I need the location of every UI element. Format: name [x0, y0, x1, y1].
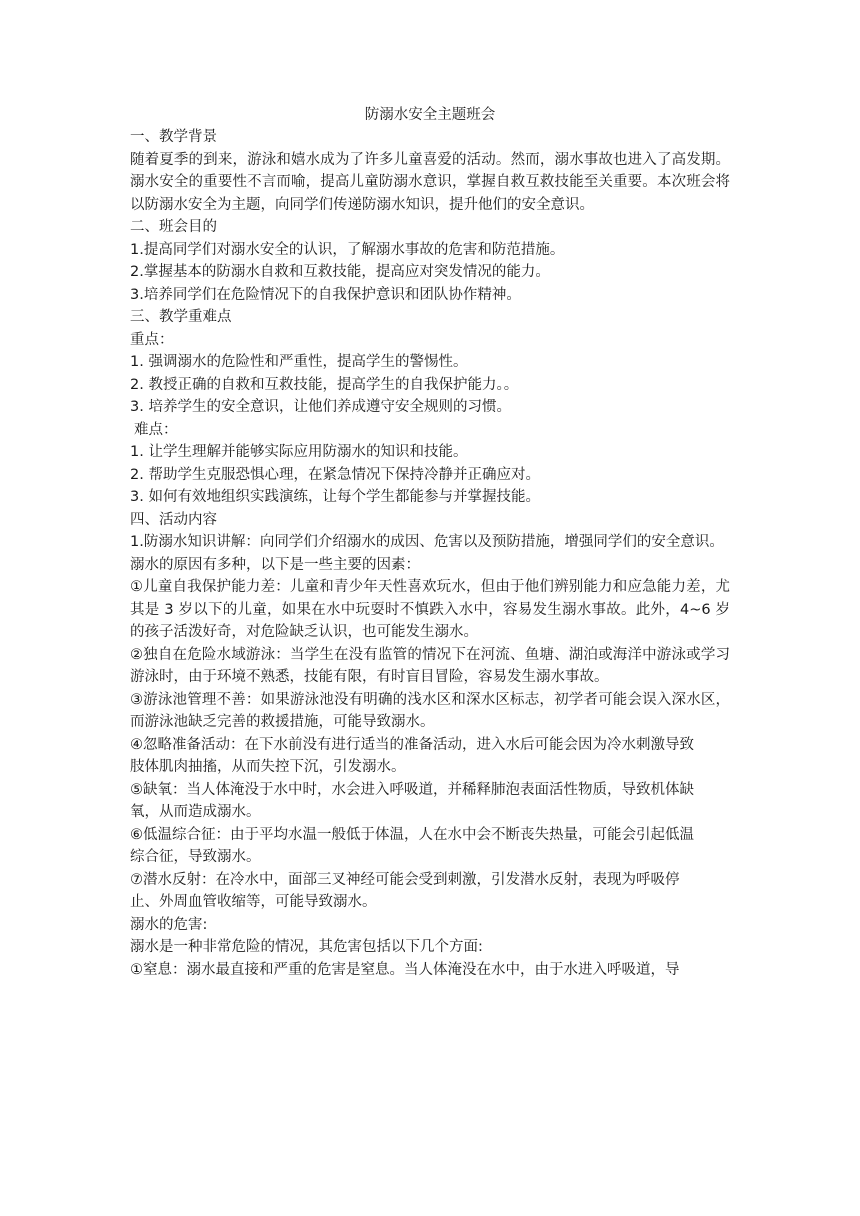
body-paragraph: 随着夏季的到来，游泳和嬉水成为了许多儿童喜爱的活动。然而，溺水事故也进入了高发期。溺水安全的重要性不言而喻，提高儿童防溺水意识，掌握自救互救技能至关重要。本次班会将以防溺水安全为主题，向同学们传递防溺水知识，提升他们的安全意识。 [130, 151, 730, 213]
body-paragraph: ⑦潜水反射：在冷水中，面部三叉神经可能会受到刺激，引发潜水反射，表现为呼吸停 [130, 871, 680, 888]
body-line: 综合征，导致溺水。 [130, 849, 261, 865]
body-line: 溺水是一种非常危险的情况，其危害包括以下几个方面: [130, 939, 483, 955]
body-line: 三、教学重难点 [130, 309, 232, 325]
body-line: 二、班会目的 [130, 219, 217, 235]
body-line: 1. 让学生理解并能够实际应用防溺水的知识和技能。 [130, 444, 468, 460]
body-line: 3.培养同学们在危险情况下的自我保护意识和团队协作精神。 [130, 286, 521, 303]
body-line: 1.提高同学们对溺水安全的认识，了解溺水事故的危害和防范措施。 [130, 241, 565, 258]
body-line: 2.掌握基本的防溺水自救和互救技能，提高应对突发情况的能力。 [130, 264, 550, 280]
body-line: 3. 培养学生的安全意识，让他们养成遵守安全规则的习惯。 [130, 399, 511, 415]
body-line: 一、教学背景 [130, 129, 217, 145]
body-line: 难点： [134, 421, 178, 438]
document-title: 防溺水安全主题班会 [364, 107, 496, 123]
body-paragraph: ⑥低温综合征：由于平均水温一般低于体温，人在水中会不断丧失热量，可能会引起低温 [130, 826, 694, 843]
document-page [130, 104, 730, 981]
body-paragraph: ①窒息：溺水最直接和严重的危害是窒息。当人体淹没在水中，由于水进入呼吸道，导 [130, 961, 680, 978]
body-line: 2. 教授正确的自救和互救技能，提高学生的自我保护能力。。 [130, 376, 519, 393]
body-line: 肢体肌肉抽搐，从而失控下沉，引发溺水。 [130, 759, 406, 775]
body-paragraph: ①儿童自我保护能力差：儿童和青少年天性喜欢玩水，但由于他们辨别能力和应急能力差，尤其是 3 岁以下的儿童，如果在水中玩耍时不慎跌入水中，容易发生溺水事故。此外，4~6 岁的孩子活泼好奇，对危险缺乏认识，也可能发生溺水。 [130, 579, 730, 640]
body-line: 氧，从而造成溺水。 [130, 804, 261, 820]
body-line: 2. 帮助学生克服恐惧心理，在紧急情况下保持冷静并正确应对。 [130, 466, 540, 483]
body-line: 溺水的危害: [130, 916, 208, 933]
body-line: 3. 如何有效地组织实践演练，让每个学生都能参与并掌握技能。 [130, 489, 540, 505]
body-line: 1. 强调溺水的危险性和严重性，提高学生的警惕性。 [130, 354, 468, 370]
body-line: 止、外周血管收缩等，可能导致溺水。 [130, 894, 377, 910]
body-line: 四、活动内容 [130, 511, 217, 528]
body-paragraph: 1.防溺水知识讲解：向同学们介绍溺水的成因、危害以及预防措施，增强同学们的安全意识。 [130, 534, 724, 550]
body-line: 溺水的原因有多种，以下是一些主要的因素： [130, 556, 420, 573]
body-paragraph: ⑤缺氧：当人体淹没于水中时，水会进入呼吸道，并稀释肺泡表面活性物质，导致机体缺 [130, 781, 694, 798]
body-line: 重点： [130, 331, 174, 348]
body-paragraph: ④忽略准备活动：在下水前没有进行适当的准备活动，进入水后可能会因为冷水刺激导致 [130, 736, 694, 753]
document-body [130, 126, 730, 981]
body-paragraph: ③游泳池管理不善：如果游泳池没有明确的浅水区和深水区标志，初学者可能会误入深水区，而游泳池缺乏完善的救援措施，可能导致溺水。 [130, 691, 730, 730]
body-paragraph: ②独自在危险水域游泳：当学生在没有监管的情况下在河流、鱼塘、湖泊或海洋中游泳或学习游泳时，由于环境不熟悉，技能有限，有时盲目冒险，容易发生溺水事故。 [130, 646, 730, 685]
